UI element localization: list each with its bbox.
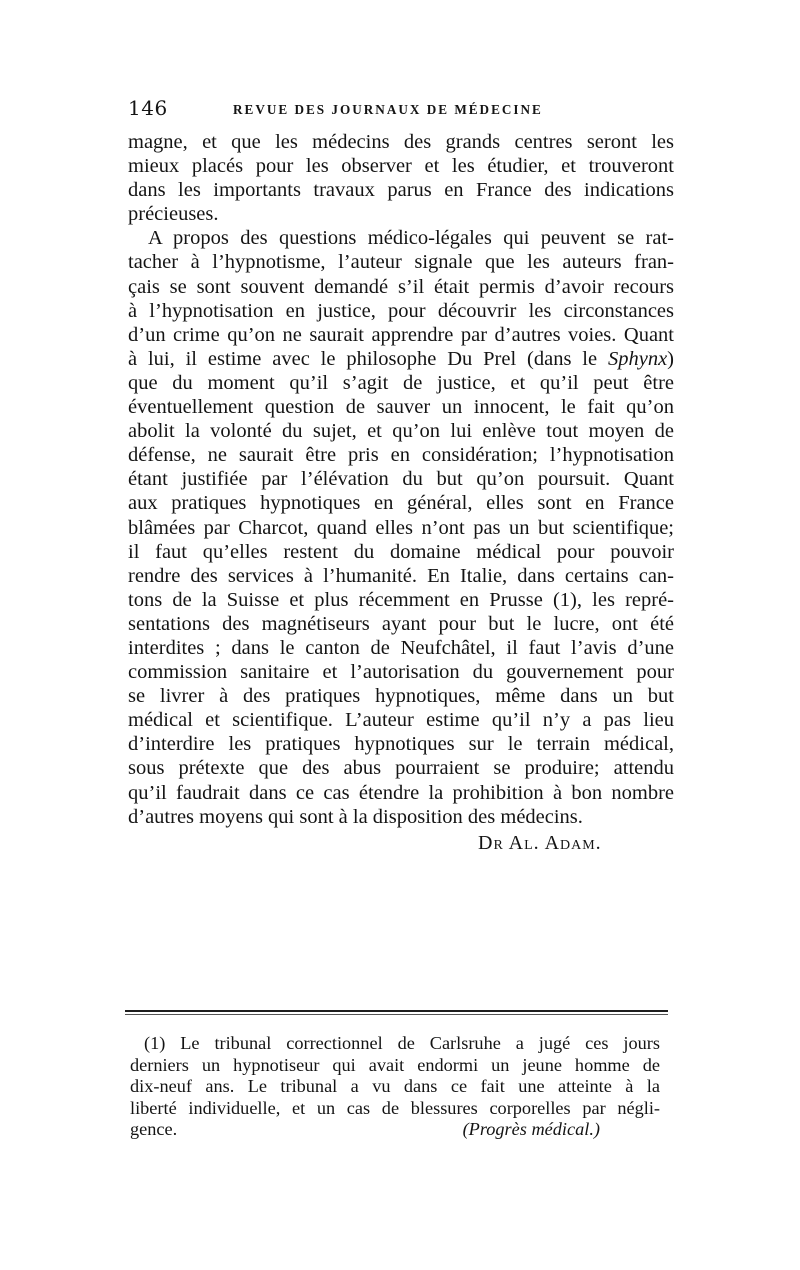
text-line: que du moment qu’il s’agit de justice, et qu’il peut être [128,371,674,394]
text-fragment: ) [667,347,674,370]
page-number: 146 [128,96,168,120]
text-line-with-title [128,347,674,371]
author-signature: Dr Al. Adam. [478,832,602,854]
text-line: se livrer à des pratiques hypnotiques, même dans un but [128,685,674,708]
text-line: A propos des questions médico-légales qui peuvent se rat- [148,227,674,250]
footnote-line: gence. [130,1119,178,1139]
text-line: sous prétexte que des abus pourraient se produire; attendu [128,757,674,780]
text-line: il faut qu’elles restent du domaine médical pour pouvoir [128,540,674,563]
footnote-line: liberté individuelle, et un cas de blessures corporelles par négli- [130,1097,660,1118]
text-line: d’interdire les pratiques hypnotiques sur le terrain médical, [128,733,674,756]
footnote-line: derniers un hypnotiseur qui avait endormi un jeune homme de [130,1054,660,1075]
text-line: médical et scientifique. L’auteur estime qu’il n’y a pas lieu [128,709,674,732]
footnote [130,1033,660,1141]
text-fragment: à lui, il estime avec le philosophe Du Prel (dans le [128,347,608,370]
running-title: REVUE DES JOURNAUX DE MÉDECINE [233,102,543,117]
text-line: défense, ne saurait être pris en considération; l’hypnotisation [128,444,674,467]
text-line: d’autres moyens qui sont à la disposition des médecins. [128,805,583,828]
text-line: éventuellement question de sauver un innocent, le fait qu’on [128,396,674,419]
text-line: précieuses. [128,203,219,226]
text-line: qu’il faudrait dans ce cas étendre la prohibition à bon nombre [128,781,674,804]
page-header [128,96,672,122]
text-line: çais se sont souvent demandé s’il était permis d’avoir recours [128,275,674,298]
text-line: magne, et que les médecins des grands centres seront les [128,131,674,153]
text-line: commission sanitaire et l’autorisation du gouvernement pour [128,661,674,684]
text-line: sentations des magnétiseurs ayant pour but le lucre, ont été [128,612,674,635]
text-line: abolit la volonté du sujet, et qu’on lui enlève tout moyen de [128,420,674,443]
text-line: aux pratiques hypnotiques en général, elles sont en France [128,492,674,515]
footnote-divider [125,1010,668,1012]
cited-title-sphynx: Sphynx [607,347,668,370]
text-line: dans les importants travaux parus en France des indications [128,179,674,202]
text-line: tons de la Suisse et plus récemment en Prusse (1), les repré- [128,588,674,611]
text-line: blâmées par Charcot, quand elles n’ont pas un but scientifique; [128,516,674,539]
text-line: tacher à l’hypnotisme, l’auteur signale que les auteurs fran- [128,251,674,274]
footnote-divider-thin [125,1014,668,1015]
text-line: étant justifiée par l’élévation du but qu’on poursuit. Quant [128,468,674,491]
text-line: rendre des services à l’humanité. En Italie, dans certains can- [128,564,674,587]
footnote-line: dix-neuf ans. Le tribunal a vu dans ce fait une atteinte à la [130,1076,660,1096]
text-line: d’un crime qu’on ne saurait apprendre par d’autres voies. Quant [128,323,674,346]
text-line: mieux placés pour les observer et les étudier, et trouveront [128,155,674,178]
footnote-last-line [130,1119,660,1141]
text-line: interdites ; dans le canton de Neufchâtel, il faut l’avis d’une [128,636,674,659]
footnote-line: (1) Le tribunal correctionnel de Carlsruhe a jugé ces jours [144,1033,660,1053]
text-line: à l’hypnotisation en justice, pour découvrir les circonstances [128,299,674,322]
footnote-source: (Progrès médical.) [462,1119,600,1139]
body-text [128,130,674,829]
